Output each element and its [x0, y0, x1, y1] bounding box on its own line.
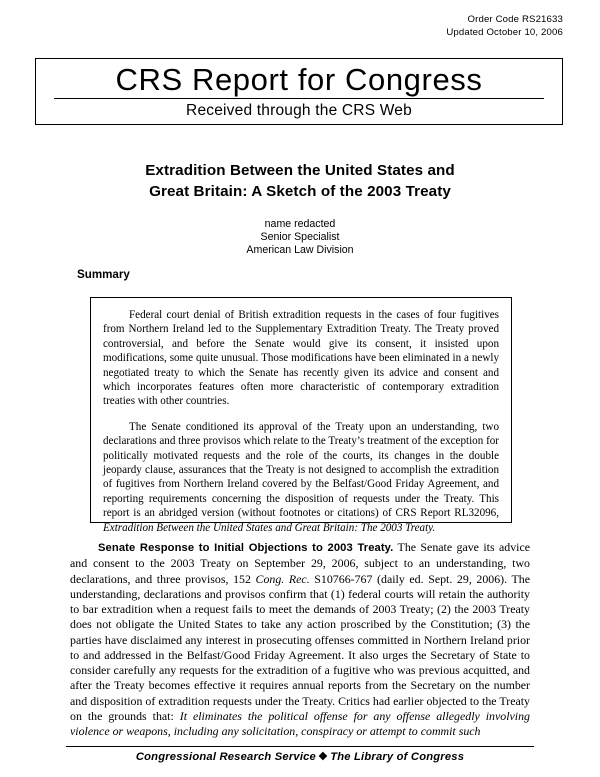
masthead-title: CRS Report for Congress — [115, 62, 483, 97]
summary-paragraph-2-text: The Senate conditioned its approval of the Treaty upon an understanding, two declarations and three provisos which relate to the Treaty’s treatment of the exception for politically motivated requests and the role of the courts, its changes in the double jeopardy clause, assurances that the Treaty is not designed to accomplish the extradition of fugitives from Northern Ireland covered by the Belfast/Good Friday Agreement, and reporting requirements concerning the disposition of requests under the Treaty. This report is an abridged version (without footnotes or citations) of CRS Report RL32096, — [103, 420, 499, 520]
body-quote: It eliminates the political offense for any offense allegedly involving violence or weapons, including any solicitation, conspiracy or attempt to commit such — [70, 708, 530, 738]
author-role: Senior Specialist — [260, 231, 340, 244]
footer-text — [66, 750, 534, 763]
summary-paragraph-1: Federal court denial of British extradition requests in the cases of four fugitives from Northern Ireland led to the Supplementary Extradition Treaty. The Treaty proved controversial, and before the Senate would give its consent, it insisted upon modifications, some quite unusual. Those modifications have been eliminated in a newly negotiated treaty to which the Senate has recently given its advice and consent and which incorporates features often more characteristic of contemporary extradition treaties with other countries. — [103, 309, 499, 408]
summary-report-title: Extradition Between the United States and Great Britain: The 2003 Treaty. — [103, 521, 436, 534]
summary-paragraph-2 — [103, 420, 499, 535]
author-name: name redacted — [264, 218, 336, 230]
updated-date: Updated October 10, 2006 — [446, 26, 563, 38]
body-text-part-2: S10766-767 (daily ed. Sept. 29, 2006). The understanding, declarations and provisos confirm that (1) federal courts will retain the authority to bar extradition when a request fails to meet the demands of 2003 Treaty; (2) the 2003 Treaty does not obligate the United States to take any action proscribed by the Constitution; (3) the parties have disclaimed any interest in prosecuting offenses committed in Northern Ireland prior to and addressed in the Belfast/Good Friday Agreement. It also urges the Secretary of State to consider carefully any requests for the extradition of a fugitive who was previous acquitted, and after the Treaty becomes effective it requires annual reports from the Secretary on the number and disposition of extradition requests under the Treaty. Critics had earlier objected to the Treaty on the grounds that: — [70, 571, 530, 723]
crs-masthead-box — [35, 58, 563, 125]
footer-institution: The Library of Congress — [330, 751, 465, 763]
body-text-part-1: The Senate gave its advice and consent to the 2003 Treaty on September 29, 2006, subject to an understanding, two declarations, and three provisos, 152 — [70, 540, 530, 586]
body-content — [70, 540, 530, 739]
section-heading: Senate Response to Initial Objections to 2003 Treaty. — [98, 542, 394, 554]
author-division: American Law Division — [246, 244, 354, 257]
page-title — [60, 160, 540, 202]
order-code-block — [446, 14, 563, 39]
order-code: Order Code RS21633 — [467, 14, 563, 25]
page-title-line-1: Extradition Between the United States and — [145, 162, 455, 179]
masthead-subtitle: Received through the CRS Web — [186, 102, 412, 119]
diamond-bullet-icon: ❖ — [317, 751, 329, 763]
footer-organization: Congressional Research Service — [135, 751, 316, 763]
summary-heading: Summary — [77, 268, 130, 281]
body-paragraph — [70, 540, 530, 739]
citation-reference: Cong. Rec. — [255, 571, 310, 586]
author-byline — [60, 218, 540, 258]
masthead-divider — [54, 98, 544, 99]
page-footer — [66, 746, 534, 763]
summary-box — [90, 297, 512, 534]
page-title-line-2: Great Britain: A Sketch of the 2003 Treaty — [149, 183, 451, 200]
footer-divider — [66, 746, 534, 747]
